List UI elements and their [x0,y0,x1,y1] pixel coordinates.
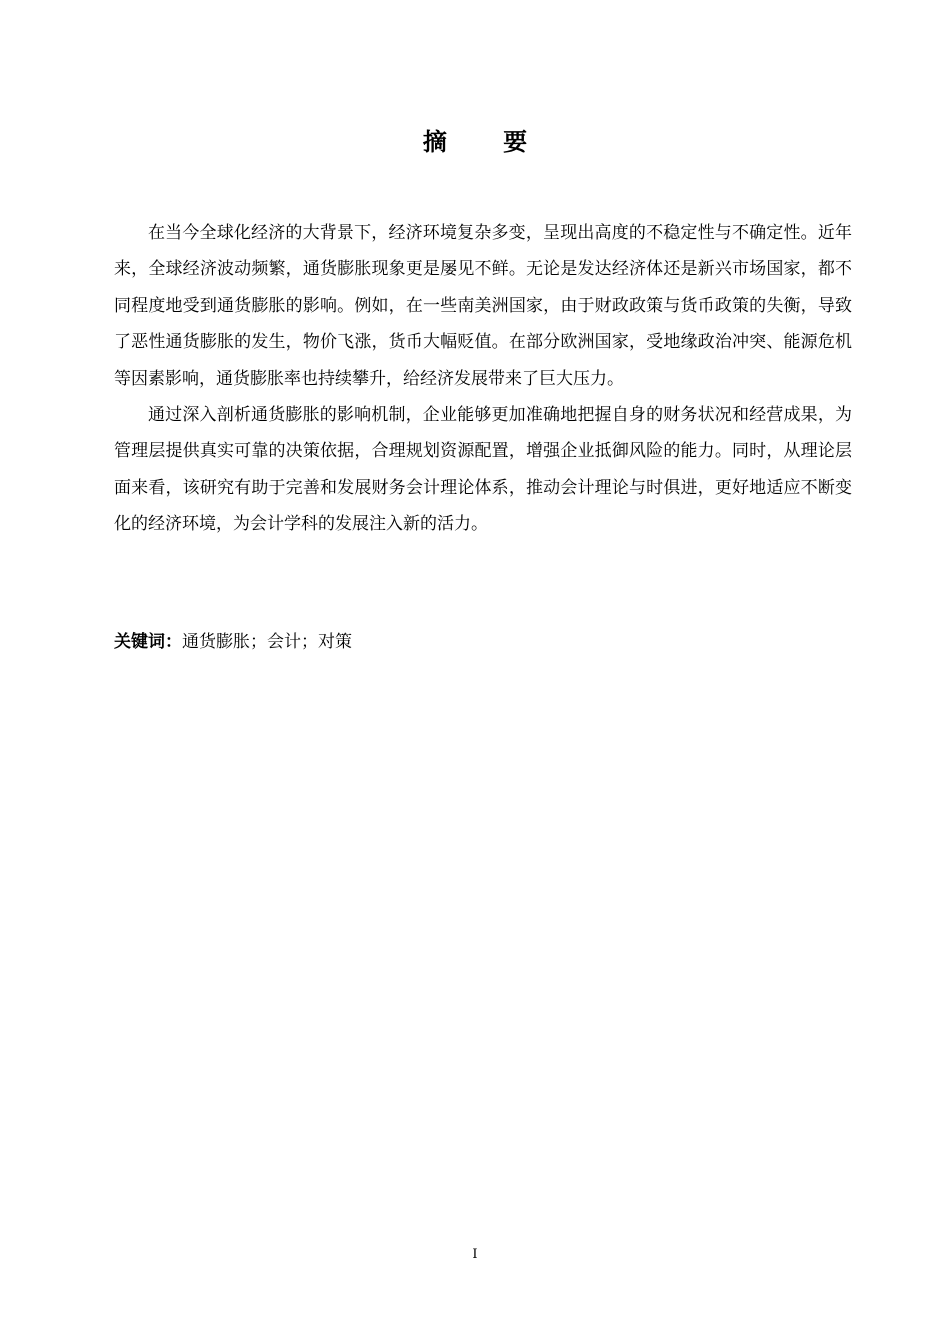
page-number: I [472,1247,478,1262]
keywords-value: 通货膨胀；会计；对策 [182,632,352,652]
abstract-body [114,215,852,543]
abstract-paragraph-1: 在当今全球化经济的大背景下，经济环境复杂多变，呈现出高度的不稳定性与不确定性。近年来，全球经济波动频繁，通货膨胀现象更是屡见不鲜。无论是发达经济体还是新兴市场国家，都不同程度地受到通货膨胀的影响。例如，在一些南美洲国家，由于财政政策与货币政策的失衡，导致了恶性通货膨胀的发生，物价飞涨，货币大幅贬值。在部分欧洲国家，受地缘政治冲突、能源危机等因素影响，通货膨胀率也持续攀升，给经济发展带来了巨大压力。 [114,223,852,389]
keywords-label: 关键词： [114,632,182,652]
page-title: 摘 要 [422,128,552,156]
abstract-paragraph-2: 通过深入剖析通货膨胀的影响机制，企业能够更加准确地把握自身的财务状况和经营成果，为管理层提供真实可靠的决策依据，合理规划资源配置，增强企业抵御风险的能力。同时，从理论层面来看，该研究有助于完善和发展财务会计理论体系，推动会计理论与时俱进，更好地适应不断变化的经济环境，为会计学科的发展注入新的活力。 [114,405,852,535]
keywords-line [114,627,852,657]
